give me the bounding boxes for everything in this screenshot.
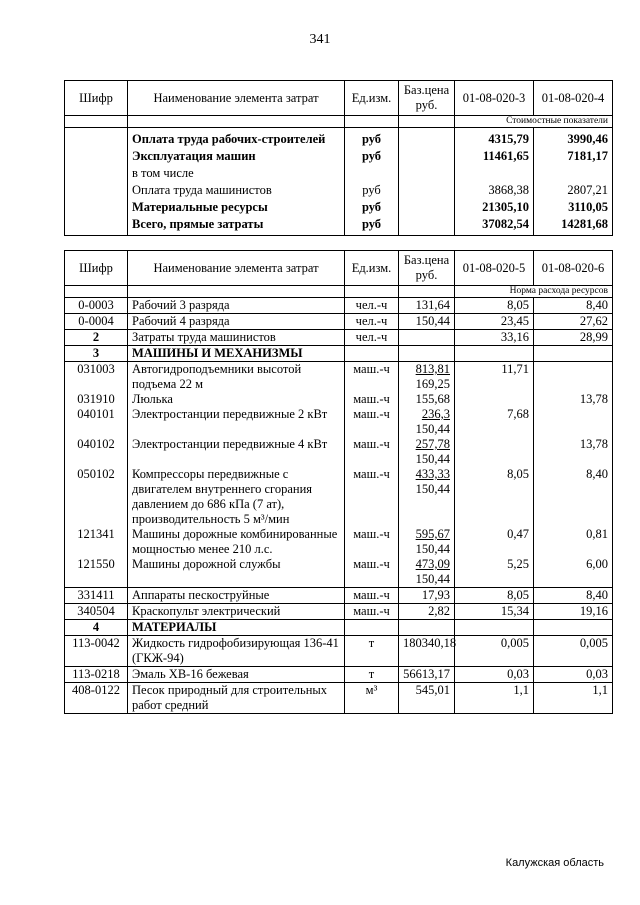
header-unit: Ед.изм. xyxy=(345,251,399,286)
row-value-1: 8,05 xyxy=(455,298,534,314)
header-unit: Ед.изм. xyxy=(345,81,399,116)
row-unit: маш.-ч xyxy=(345,557,399,588)
row-value-2: 13,78 xyxy=(534,392,613,407)
row-code: 031003 xyxy=(65,362,128,393)
table-row xyxy=(65,467,613,527)
row-unit: чел.-ч xyxy=(345,330,399,346)
price-operator-wage: 150,44 xyxy=(415,422,450,436)
row-code: 050102 xyxy=(65,467,128,527)
row-value-2: 8,40 xyxy=(534,588,613,604)
section-row xyxy=(65,346,613,362)
row-price xyxy=(399,330,455,346)
row-price xyxy=(399,199,455,216)
row-code: 0-0003 xyxy=(65,298,128,314)
row-unit xyxy=(345,346,399,362)
row-code xyxy=(65,148,128,165)
row-price xyxy=(399,128,455,149)
row-value-1 xyxy=(455,165,534,182)
subheader-label: Норма расхода ресурсов xyxy=(455,286,613,298)
table-row xyxy=(65,330,613,346)
row-value-1: 11,71 xyxy=(455,362,534,393)
row-value-2: 3110,05 xyxy=(534,199,613,216)
row-unit: чел.-ч xyxy=(345,314,399,330)
header-col1: 01-08-020-5 xyxy=(455,251,534,286)
subheader-row xyxy=(65,286,613,298)
row-name: Песок природный для строительных работ средний xyxy=(128,683,345,714)
row-value-2: 27,62 xyxy=(534,314,613,330)
price-operator-wage: 150,44 xyxy=(415,572,450,586)
row-value-1: 1,1 xyxy=(455,683,534,714)
row-unit xyxy=(345,620,399,636)
price-main: 2,82 xyxy=(428,604,450,618)
row-value-2: 19,16 xyxy=(534,604,613,620)
row-price xyxy=(399,165,455,182)
table-row xyxy=(65,667,613,683)
resource-norms-table xyxy=(64,250,613,714)
row-name: Рабочий 4 разряда xyxy=(128,314,345,330)
row-value-1: 11461,65 xyxy=(455,148,534,165)
table-row xyxy=(65,182,613,199)
row-name: Оплата труда рабочих-строителей xyxy=(128,128,345,149)
row-code: 031910 xyxy=(65,392,128,407)
table-row xyxy=(65,588,613,604)
row-value-1: 8,05 xyxy=(455,467,534,527)
row-code: 040102 xyxy=(65,437,128,467)
row-name: Машины дорожной службы xyxy=(128,557,345,588)
row-unit: т xyxy=(345,636,399,667)
row-code: 113-0218 xyxy=(65,667,128,683)
row-unit: руб xyxy=(345,128,399,149)
row-value-2: 7181,17 xyxy=(534,148,613,165)
row-price xyxy=(399,362,455,393)
price-main: 813,81 xyxy=(415,362,450,376)
table-row xyxy=(65,362,613,393)
header-col1: 01-08-020-3 xyxy=(455,81,534,116)
price-main: 150,44 xyxy=(415,314,450,328)
table-row xyxy=(65,128,613,149)
row-price xyxy=(399,216,455,236)
row-name: Компрессоры передвижные с двигателем внутреннего сгорания давлением до 686 кПа (7 ат), производительность 5 м³/мин xyxy=(128,467,345,527)
row-code: 331411 xyxy=(65,588,128,604)
row-unit: чел.-ч xyxy=(345,298,399,314)
header-col2: 01-08-020-6 xyxy=(534,251,613,286)
row-price xyxy=(399,604,455,620)
row-value-1: 15,34 xyxy=(455,604,534,620)
header-code: Шифр xyxy=(65,251,128,286)
row-value-2 xyxy=(534,407,613,437)
row-code: 040101 xyxy=(65,407,128,437)
price-main: 257,78 xyxy=(415,437,450,451)
price-main: 595,67 xyxy=(415,527,450,541)
row-value-2: 8,40 xyxy=(534,467,613,527)
row-name: Краскопульт электрический xyxy=(128,604,345,620)
table-row xyxy=(65,683,613,714)
subheader-row xyxy=(65,116,613,128)
price-main: 180340,18 xyxy=(403,636,457,650)
row-name: Всего, прямые затраты xyxy=(128,216,345,236)
row-value-2: 2807,21 xyxy=(534,182,613,199)
price-operator-wage: 150,44 xyxy=(415,542,450,556)
row-value-1 xyxy=(455,346,534,362)
row-name: Машины дорожные комбинированные мощностью менее 210 л.с. xyxy=(128,527,345,557)
row-price xyxy=(399,346,455,362)
row-unit: маш.-ч xyxy=(345,588,399,604)
row-value-2: 8,40 xyxy=(534,298,613,314)
price-main: 155,68 xyxy=(415,392,450,406)
header-name: Наименование элемента затрат xyxy=(128,81,345,116)
row-code: 408-0122 xyxy=(65,683,128,714)
row-unit: руб xyxy=(345,199,399,216)
row-code: 340504 xyxy=(65,604,128,620)
price-main: 131,64 xyxy=(415,298,450,312)
price-main: 17,93 xyxy=(421,588,450,602)
row-unit: маш.-ч xyxy=(345,407,399,437)
row-name: Электростанции передвижные 2 кВт xyxy=(128,407,345,437)
row-unit: маш.-ч xyxy=(345,392,399,407)
row-name: Аппараты пескоструйные xyxy=(128,588,345,604)
row-value-1: 5,25 xyxy=(455,557,534,588)
row-value-1: 21305,10 xyxy=(455,199,534,216)
table-row xyxy=(65,407,613,437)
region-label: Калужская область xyxy=(505,857,604,869)
row-value-1: 4315,79 xyxy=(455,128,534,149)
table-row xyxy=(65,199,613,216)
table-row xyxy=(65,148,613,165)
row-unit: руб xyxy=(345,182,399,199)
row-name: Оплата труда машинистов xyxy=(128,182,345,199)
row-value-1 xyxy=(455,437,534,467)
row-price xyxy=(399,667,455,683)
row-value-1: 37082,54 xyxy=(455,216,534,236)
table-row xyxy=(65,557,613,588)
row-price xyxy=(399,437,455,467)
row-value-1: 33,16 xyxy=(455,330,534,346)
table-row xyxy=(65,437,613,467)
row-price xyxy=(399,182,455,199)
table-header-row xyxy=(65,251,613,286)
row-price xyxy=(399,314,455,330)
row-value-2: 0,03 xyxy=(534,667,613,683)
row-value-1: 3868,38 xyxy=(455,182,534,199)
row-code: 4 xyxy=(65,620,128,636)
row-code xyxy=(65,128,128,149)
table-row xyxy=(65,216,613,236)
header-price: Баз.цена руб. xyxy=(399,251,455,286)
row-name: МАТЕРИАЛЫ xyxy=(128,620,345,636)
price-operator-wage: 169,25 xyxy=(415,377,450,391)
price-operator-wage: 150,44 xyxy=(415,482,450,496)
row-unit: т xyxy=(345,667,399,683)
row-price xyxy=(399,298,455,314)
table-row xyxy=(65,298,613,314)
row-value-2: 0,81 xyxy=(534,527,613,557)
row-value-1: 23,45 xyxy=(455,314,534,330)
row-price xyxy=(399,683,455,714)
row-value-2 xyxy=(534,362,613,393)
row-unit: руб xyxy=(345,148,399,165)
row-price xyxy=(399,636,455,667)
row-code: 3 xyxy=(65,346,128,362)
row-value-2: 14281,68 xyxy=(534,216,613,236)
row-code xyxy=(65,165,128,182)
header-col2: 01-08-020-4 xyxy=(534,81,613,116)
row-unit: м³ xyxy=(345,683,399,714)
row-unit: маш.-ч xyxy=(345,362,399,393)
row-value-2: 28,99 xyxy=(534,330,613,346)
row-price xyxy=(399,407,455,437)
row-value-2: 3990,46 xyxy=(534,128,613,149)
row-name: Эмаль ХВ-16 бежевая xyxy=(128,667,345,683)
page-number: 341 xyxy=(309,32,331,47)
row-value-2 xyxy=(534,620,613,636)
row-price xyxy=(399,467,455,527)
cost-indicators-table xyxy=(64,80,613,236)
table-row xyxy=(65,604,613,620)
row-price xyxy=(399,620,455,636)
row-value-1 xyxy=(455,392,534,407)
row-code: 0-0004 xyxy=(65,314,128,330)
row-price xyxy=(399,588,455,604)
row-unit: маш.-ч xyxy=(345,437,399,467)
table-row xyxy=(65,636,613,667)
row-unit: руб xyxy=(345,216,399,236)
row-code xyxy=(65,216,128,236)
row-value-1: 7,68 xyxy=(455,407,534,437)
price-operator-wage: 150,44 xyxy=(415,452,450,466)
row-unit: маш.-ч xyxy=(345,467,399,527)
subheader-label: Стоимостные показатели xyxy=(455,116,613,128)
price-main: 433,33 xyxy=(415,467,450,481)
row-value-2: 0,005 xyxy=(534,636,613,667)
row-name: Электростанции передвижные 4 кВт xyxy=(128,437,345,467)
row-code: 121550 xyxy=(65,557,128,588)
table-row xyxy=(65,314,613,330)
row-unit: маш.-ч xyxy=(345,527,399,557)
table-header-row xyxy=(65,81,613,116)
row-price xyxy=(399,148,455,165)
row-name: Рабочий 3 разряда xyxy=(128,298,345,314)
row-price xyxy=(399,557,455,588)
row-name: МАШИНЫ И МЕХАНИЗМЫ xyxy=(128,346,345,362)
table-row xyxy=(65,165,613,182)
row-unit xyxy=(345,165,399,182)
row-name: Автогидроподъемники высотой подъема 22 м xyxy=(128,362,345,393)
row-value-2: 13,78 xyxy=(534,437,613,467)
row-name: Люлька xyxy=(128,392,345,407)
row-value-1: 0,03 xyxy=(455,667,534,683)
row-code xyxy=(65,199,128,216)
row-value-2: 6,00 xyxy=(534,557,613,588)
row-price xyxy=(399,527,455,557)
table-row xyxy=(65,527,613,557)
row-value-1: 8,05 xyxy=(455,588,534,604)
row-value-2 xyxy=(534,346,613,362)
row-unit: маш.-ч xyxy=(345,604,399,620)
row-value-2 xyxy=(534,165,613,182)
row-price xyxy=(399,392,455,407)
section-row xyxy=(65,620,613,636)
price-main: 545,01 xyxy=(415,683,450,697)
row-value-1: 0,005 xyxy=(455,636,534,667)
row-name: в том числе xyxy=(128,165,345,182)
header-price: Баз.цена руб. xyxy=(399,81,455,116)
price-main: 236,3 xyxy=(421,407,450,421)
row-code xyxy=(65,182,128,199)
header-name: Наименование элемента затрат xyxy=(128,251,345,286)
row-code: 2 xyxy=(65,330,128,346)
row-name: Эксплуатация машин xyxy=(128,148,345,165)
row-name: Затраты труда машинистов xyxy=(128,330,345,346)
row-code: 113-0042 xyxy=(65,636,128,667)
row-value-1 xyxy=(455,620,534,636)
row-value-1: 0,47 xyxy=(455,527,534,557)
row-name: Жидкость гидрофобизирующая 136-41 (ГКЖ-94) xyxy=(128,636,345,667)
price-main: 56613,17 xyxy=(403,667,450,681)
price-main: 473,09 xyxy=(415,557,450,571)
row-value-2: 1,1 xyxy=(534,683,613,714)
row-code: 121341 xyxy=(65,527,128,557)
row-name: Материальные ресурсы xyxy=(128,199,345,216)
header-code: Шифр xyxy=(65,81,128,116)
table-row xyxy=(65,392,613,407)
